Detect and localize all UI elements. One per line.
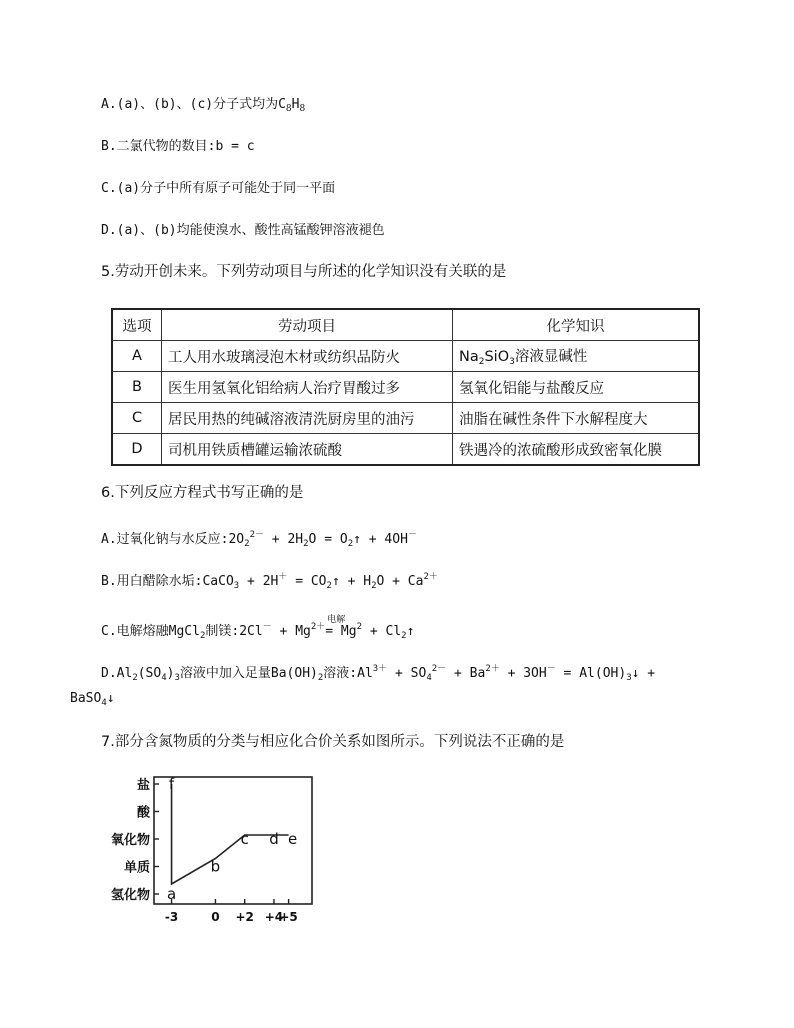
point-label-d: d xyxy=(269,830,279,848)
subscript: 2 xyxy=(371,581,377,591)
subscript: 3 xyxy=(233,581,240,591)
option-4c: C.(a)分子中所有原子可能处于同一平面 xyxy=(101,181,336,196)
x-tick-label: +2 xyxy=(235,910,254,924)
formula-part: 2Cl xyxy=(239,624,263,639)
table-row xyxy=(112,403,699,434)
x-tick-label: 0 xyxy=(211,910,220,924)
y-tick-label: 盐 xyxy=(136,778,150,793)
formula-part: + Cl xyxy=(362,624,402,639)
row-labor: 医生用氢氧化铝给病人治疗胃酸过多 xyxy=(162,372,453,403)
formula-part: Al xyxy=(357,666,373,681)
x-axis xyxy=(165,899,298,924)
formula-part: 制镁: xyxy=(205,624,240,639)
header-chem: 化学知识 xyxy=(453,309,700,341)
electrolysis-condition xyxy=(325,615,357,641)
y-tick-label: 单质 xyxy=(123,860,150,876)
question-6-stem: 6.下列反应方程式书写正确的是 xyxy=(101,485,304,501)
superscript: 2＋ xyxy=(485,664,500,674)
table-header-row xyxy=(112,309,699,341)
subscript: 4 xyxy=(426,673,432,683)
formula-part: ↓ xyxy=(106,691,115,706)
subscript: 2 xyxy=(478,357,485,367)
header-labor: 劳动项目 xyxy=(162,309,453,341)
subscript: 2 xyxy=(199,631,206,641)
formula-part: BaSO xyxy=(70,691,102,706)
subscript: 2 xyxy=(401,631,407,641)
formula-part: Al xyxy=(116,666,133,681)
superscript: 2＋ xyxy=(310,622,326,632)
subscript: 2 xyxy=(303,539,309,549)
superscript: 2－ xyxy=(431,664,447,674)
row-labor: 司机用铁质槽罐运输浓硫酸 xyxy=(162,434,453,466)
row-chem: 氢氧化铝能与盐酸反应 xyxy=(453,372,700,403)
option-4a-prefix: A.(a)、(b)、(c)分子式均为C xyxy=(101,97,286,112)
knowledge-table xyxy=(111,308,700,466)
row-option: B xyxy=(112,372,162,403)
formula-part: Ba(OH) xyxy=(270,666,318,681)
option-6a xyxy=(101,526,417,553)
option-6d xyxy=(101,660,655,687)
formula-part: 溶液中加入足量 xyxy=(179,666,271,681)
option-label: D. xyxy=(101,666,117,681)
subscript: 2 xyxy=(326,581,332,591)
subscript: 8 xyxy=(285,104,292,114)
formula-part: = Al(OH) xyxy=(555,666,627,681)
formula-part: + SO xyxy=(387,666,427,681)
formula-part: + 2H xyxy=(263,532,304,547)
option-label: B.用白醋除水垢: xyxy=(101,574,203,589)
option-4d: D.(a)、(b)均能使溴水、酸性高锰酸钾溶液褪色 xyxy=(101,223,385,238)
subscript: 2 xyxy=(132,673,138,683)
formula-part: ↑ + 4OH xyxy=(353,532,408,547)
header-option: 选项 xyxy=(112,309,162,341)
point-label-c: c xyxy=(240,830,249,848)
formula-part: + 2H xyxy=(239,574,279,589)
superscript: ＋ xyxy=(278,572,288,582)
x-tick-label: +5 xyxy=(279,910,298,924)
formula-part: = Mg xyxy=(325,624,357,639)
y-tick-label: 氧化物 xyxy=(110,833,150,848)
point-labels xyxy=(167,775,297,903)
formula-part: ↓ + xyxy=(631,666,656,681)
formula-part: O = O xyxy=(308,532,348,547)
formula-part: CaCO xyxy=(202,574,234,589)
point-label-f: f xyxy=(168,775,175,793)
formula-part: 2O xyxy=(228,532,245,547)
option-4b: B.二氯代物的数目:b = c xyxy=(101,139,255,154)
subscript: 3 xyxy=(509,357,515,367)
question-7-stem: 7.部分含氮物质的分类与相应化合价关系如图所示。下列说法不正确的是 xyxy=(101,734,565,750)
subscript: 2 xyxy=(317,673,324,683)
formula-part: (SO xyxy=(137,666,162,681)
formula-part: O + Ca xyxy=(376,574,424,589)
formula-part: 溶液: xyxy=(323,666,358,681)
formula-part: + Ba xyxy=(446,666,486,681)
table-row xyxy=(112,434,699,466)
option-6d-cont xyxy=(70,690,115,712)
superscript: － xyxy=(546,664,556,674)
option-6b xyxy=(101,568,438,595)
row-chem xyxy=(453,341,700,372)
formula-part: + Mg xyxy=(271,624,311,639)
y-tick-label: 酸 xyxy=(136,805,150,821)
row-option: C xyxy=(112,403,162,434)
y-axis xyxy=(111,777,159,903)
formula-part: Na xyxy=(459,349,479,365)
formula-part: ↑ xyxy=(406,624,415,639)
subscript: 8 xyxy=(299,104,306,114)
option-label: A.过氧化钠与水反应: xyxy=(101,532,229,547)
row-chem: 铁遇冷的浓硫酸形成致密氧化膜 xyxy=(453,434,700,466)
superscript: 2＋ xyxy=(423,572,438,582)
option-label: C.电解熔融 xyxy=(101,624,169,639)
x-tick-label: -3 xyxy=(164,910,179,924)
superscript: 2 xyxy=(356,622,363,632)
row-labor: 工人用水玻璃浸泡木材或纺织品防火 xyxy=(162,341,453,372)
row-chem: 油脂在碱性条件下水解程度大 xyxy=(453,403,700,434)
formula-part: ↑ + H xyxy=(331,574,372,589)
subscript: 4 xyxy=(101,698,107,708)
formula-part: MgCl xyxy=(168,624,200,639)
subscript: 2 xyxy=(244,539,250,549)
subscript: 2 xyxy=(347,539,354,549)
subscript: 4 xyxy=(161,673,167,683)
x-tick-label: +4 xyxy=(264,910,284,924)
subscript: 3 xyxy=(174,673,180,683)
condition-label: 电解 xyxy=(327,615,346,625)
nitrogen-valence-chart xyxy=(100,770,330,935)
row-option: A xyxy=(112,341,162,372)
option-4a xyxy=(101,95,305,118)
option-6c xyxy=(101,615,415,645)
subscript: 3 xyxy=(626,673,632,683)
superscript: 3＋ xyxy=(372,664,388,674)
row-option: D xyxy=(112,434,162,466)
table-row xyxy=(112,372,699,403)
formula-part: 溶液显碱性 xyxy=(514,349,588,365)
superscript: － xyxy=(262,622,272,632)
formula-part: = CO xyxy=(287,574,327,589)
formula-part: + 3OH xyxy=(499,666,547,681)
formula-part: ) xyxy=(166,666,175,681)
point-label-e: e xyxy=(287,830,298,848)
superscript: － xyxy=(407,530,417,540)
table-row xyxy=(112,341,699,372)
point-label-b: b xyxy=(210,857,221,876)
question-5-stem: 5.劳动开创未来。下列劳动项目与所述的化学知识没有关联的是 xyxy=(101,264,507,280)
option-4a-mid: H xyxy=(291,97,300,112)
point-label-a: a xyxy=(166,885,177,903)
y-tick-label: 氢化物 xyxy=(110,888,150,903)
formula-part: SiO xyxy=(484,349,510,365)
superscript: 2－ xyxy=(249,530,264,540)
row-labor: 居民用热的纯碱溶液清洗厨房里的油污 xyxy=(162,403,453,434)
